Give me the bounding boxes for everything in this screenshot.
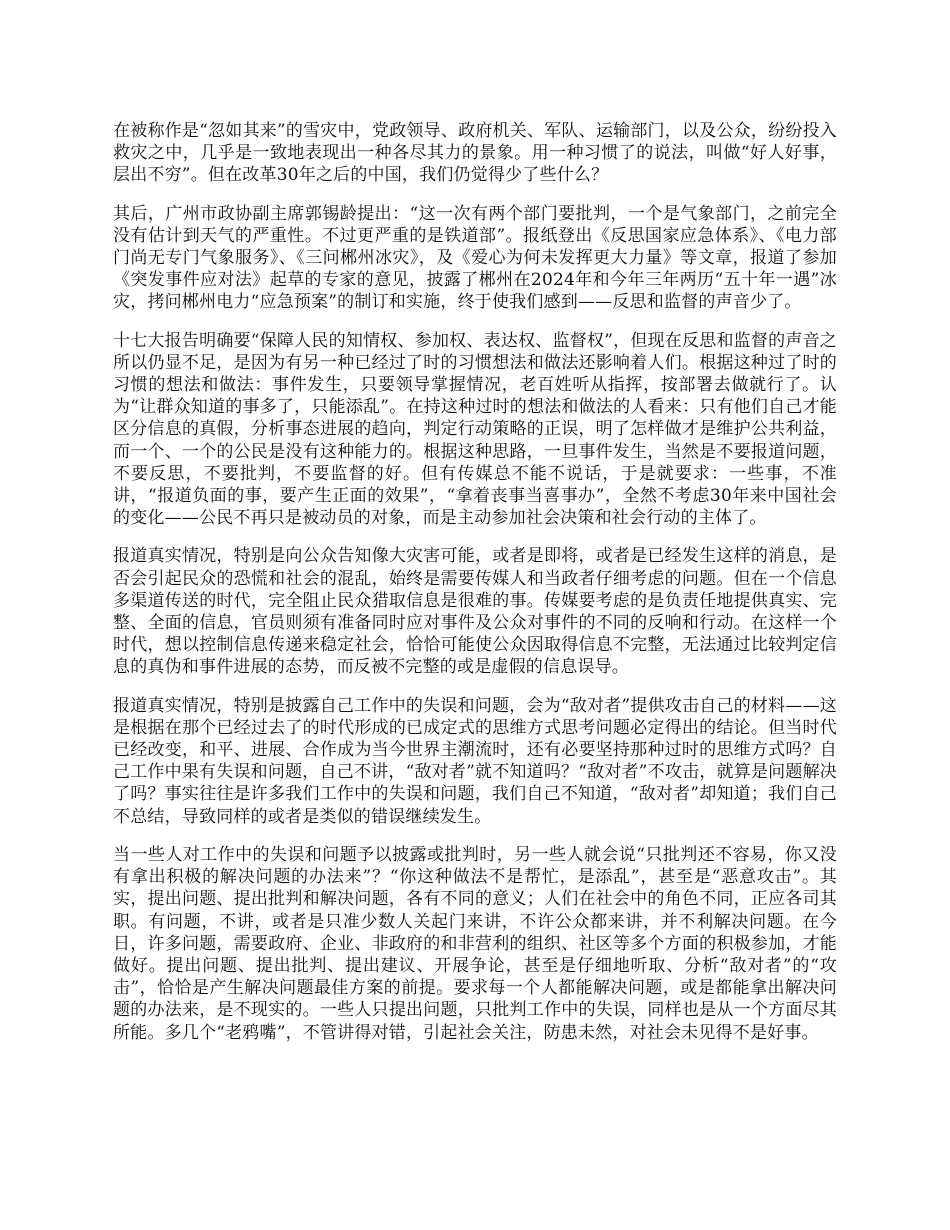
paragraph-5: 报道真实情况，特别是披露自己工作中的失误和问题，会为“敌对者”提供攻击自己的材料——这是根据在那个已经过去了的时代形成的已成定式的思维方式思考问题必定得出的结论。但当时代已经改变，和平、进展、合作成为当今世界主潮流时，还有必要坚持那种过时的思维方式吗？自己工作中果有失误和问题，自己不讲，“敌对者”就不知道吗？“敌对者”不攻击，就算是问题解决了吗？事实往往是许多我们工作中的失误和问题，我们自己不知道，“敌对者”却知道；我们自己不总结，导致同样的或者是类似的错误继续发生。	[113, 695, 837, 827]
paragraph-4: 报道真实情况，特别是向公众告知像大灾害可能，或者是即将，或者是已经发生这样的消息，是否会引起民众的恐慌和社会的混乱，始终是需要传媒人和当政者仔细考虑的问题。但在一个信息多渠道传送的时代，完全阻止民众猎取信息是很难的事。传媒要考虑的是负责任地提供真实、完整、全面的信息，官员则须有准备同时应对事件及公众对事件的不同的反响和行动。在这样一个时代，想以控制信息传递来稳定社会，恰恰可能使公众因取得信息不完整，无法通过比较判定信息的真伪和事件进展的态势，而反被不完整的或是虚假的信息误导。	[113, 546, 837, 678]
paragraph-3: 十七大报告明确要“保障人民的知情权、参加权、表达权、监督权”，但现在反思和监督的声音之所以仍显不足，是因为有另一种已经过了时的习惯想法和做法还影响着人们。根据这种过了时的习惯的想法和做法：事件发生，只要领导掌握情况，老百姓听从指挥，按部署去做就行了。认为“让群众知道的事多了，只能添乱”。在持这种过时的想法和做法的人看来：只有他们自己才能区分信息的真假，分析事态进展的趋向，判定行动策略的正误，明了怎样做才是维护公共利益，而一个、一个的公民是没有这种能力的。根据这种思路，一旦事件发生，当然是不要报道问题，不要反思，不要批判，不要监督的好。但有传媒总不能不说话，于是就要求：一些事，不准讲，“报道负面的事，要产生正面的效果”，“拿着丧事当喜事办”，全然不考虑30年来中国社会的变化——公民不再只是被动员的对象，而是主动参加社会决策和社会行动的主体了。	[113, 330, 837, 529]
paragraph-6: 当一些人对工作中的失误和问题予以披露或批判时，另一些人就会说“只批判还不容易，你又没有拿出积极的解决问题的办法来”？“你这种做法不是帮忙，是添乱”，甚至是“恶意攻击”。其实，提出问题、提出批判和解决问题，各有不同的意义；人们在社会中的角色不同，正应各司其职。有问题，不讲，或者是只准少数人关起门来讲，不许公众都来讲，并不利解决问题。在今日，许多问题，需要政府、企业、非政府的和非营利的组织、社区等多个方面的积极参加，才能做好。提出问题、提出批判、提出建议、开展争论，甚至是仔细地听取、分析“敌对者”的“攻击”，恰恰是产生解决问题最佳方案的前提。要求每一个人都能解决问题，或是都能拿出解决问题的办法来，是不现实的。一些人只提出问题，只批判工作中的失误，同样也是从一个方面尽其所能。多几个“老鸦嘴”，不管讲得对错，引起社会关注，防患未然，对社会未见得不是好事。	[113, 844, 837, 1043]
article-body	[113, 120, 837, 1060]
paragraph-2: 其后，广州市政协副主席郭锡龄提出：“这一次有两个部门要批判，一个是气象部门，之前完全没有估计到天气的严重性。不过更严重的是铁道部”。报纸登出《反思国家应急体系》、《电力部门尚无专门气象服务》、《三问郴州冰灾》，及《爱心为何未发挥更大力量》等文章，报道了参加《突发事件应对法》起草的专家的意见，披露了郴州在2024年和今年三年两历“五十年一遇”冰灾，拷问郴州电力“应急预案”的制订和实施，终于使我们感到——反思和监督的声音少了。	[113, 203, 837, 313]
paragraph-1: 在被称作是“忽如其来”的雪灾中，党政领导、政府机关、军队、运输部门，以及公众，纷纷投入救灾之中，几乎是一致地表现出一种各尽其力的景象。用一种习惯了的说法，叫做“好人好事，层出不穷”。但在改革30年之后的中国，我们仍觉得少了些什么？	[113, 121, 837, 186]
